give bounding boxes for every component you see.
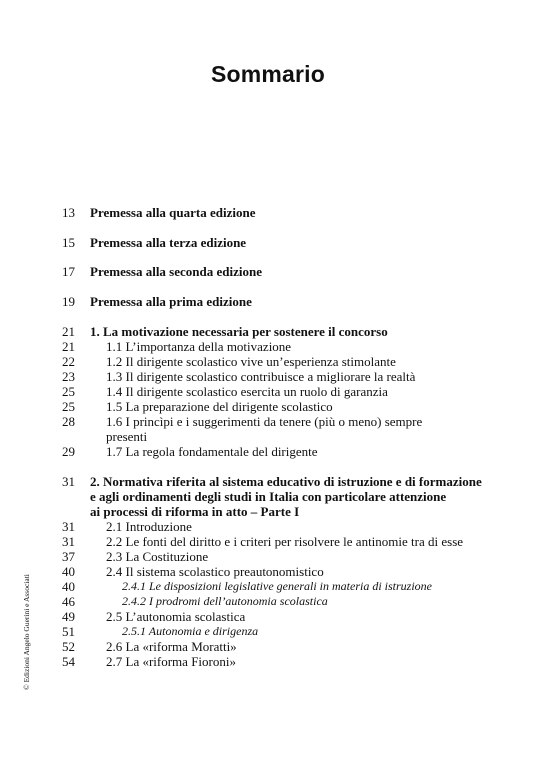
toc-page-number: 25 [62,384,75,399]
toc-page-number: 19 [62,294,75,309]
toc-title: 2.4.1 Le disposizioni legislative generali in materia di istruzione [122,579,432,593]
toc-page-number: 40 [62,579,75,594]
toc-page-number: 31 [62,519,75,534]
toc-title: 1.5 La preparazione del dirigente scolastico [106,399,333,414]
toc-title-continuation: presenti [106,429,148,444]
toc-title: 2.2 Le fonti del diritto e i criteri per risolvere le antinomie tra di esse [106,534,464,549]
toc-title-continuation: ai processi di riforma in atto – Parte I [90,504,300,519]
toc-title-continuation: e agli ordinamenti degli studi in Italia con particolare attenzione [90,489,447,504]
toc-title: 2.7 La «riforma Fioroni» [106,654,236,669]
toc-title: 1.2 Il dirigente scolastico vive un’esperienza stimolante [106,354,396,369]
toc-title: Premessa alla seconda edizione [90,264,262,279]
toc-title: Premessa alla quarta edizione [90,205,256,220]
toc-page-number: 52 [62,639,75,654]
toc-page-number: 13 [62,205,75,220]
toc-page-number: 17 [62,264,75,279]
toc-title: 1.1 L’importanza della motivazione [106,339,292,354]
toc-page-number: 21 [62,324,75,339]
toc-page-number: 51 [62,624,75,639]
toc-title: 2.4.2 I prodromi dell’autonomia scolastica [122,594,328,608]
toc-title: 2.1 Introduzione [106,519,192,534]
toc-page-number: 49 [62,609,75,624]
toc-title: 2.6 La «riforma Moratti» [106,639,237,654]
toc-title: 1. La motivazione necessaria per sostenere il concorso [90,324,388,339]
toc-page-number: 15 [62,235,75,250]
toc-page-number: 37 [62,549,75,564]
toc-page-number: 40 [62,564,75,579]
toc-title: 2.3 La Costituzione [106,549,209,564]
toc-page-number: 31 [62,534,75,549]
toc-title: 1.6 I princìpi e i suggerimenti da tenere (più o meno) sempre [106,414,423,429]
toc-title: 1.7 La regola fondamentale del dirigente [106,444,318,459]
toc-page-number: 23 [62,369,75,384]
toc-page-number: 25 [62,399,75,414]
toc-title: Premessa alla terza edizione [90,235,247,250]
toc-title: 2.5.1 Autonomia e dirigenza [122,624,259,638]
toc-page-number: 29 [62,444,75,459]
toc-page-number: 31 [62,474,75,489]
toc-page-number: 22 [62,354,75,369]
page-title: Sommario [210,61,326,87]
copyright-notice: © Edizioni Angelo Guerini e Associati [22,574,31,690]
toc-page-number: 21 [62,339,75,354]
toc-title: Premessa alla prima edizione [90,294,252,309]
toc-title: 2.5 L’autonomia scolastica [106,609,246,624]
toc-page-number: 46 [62,594,75,609]
toc-title: 2. Normativa riferita al sistema educativo di istruzione e di formazione [90,474,482,489]
toc-page-number: 54 [62,654,75,669]
toc-title: 2.4 Il sistema scolastico preautonomistico [106,564,324,579]
toc-title: 1.4 Il dirigente scolastico esercita un ruolo di garanzia [106,384,388,399]
toc-page-number: 28 [62,414,75,429]
toc-title: 1.3 Il dirigente scolastico contribuisce a migliorare la realtà [106,369,416,384]
